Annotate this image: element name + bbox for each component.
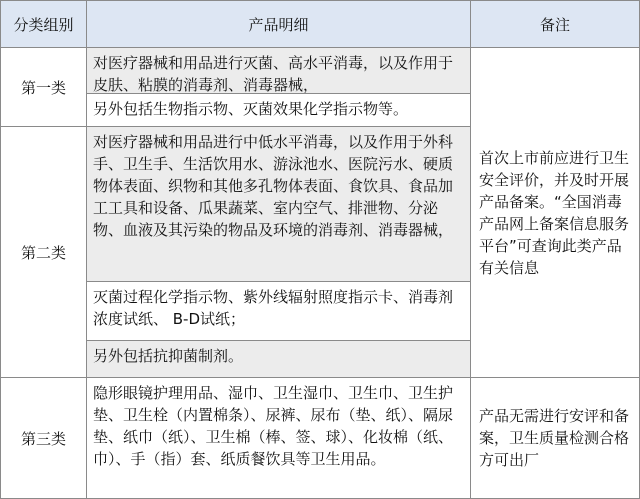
details-class-1-a: 对医疗器械和用品进行灭菌、高水平消毒，以及作用于皮肤、粘膜的消毒剂、消毒器械， — [86, 47, 471, 94]
details-class-1-b: 另外包括生物指示物、灭菌效果化学指示物等。 — [86, 93, 471, 127]
note-class-1-2-text: 首次上市前应进行卫生安全评价，并及时开展产品备案。“全国消毒产品网上备案信息服务平台”可查询此类产品有关信息 — [479, 148, 630, 277]
note-class-3 — [470, 377, 640, 499]
header-details: 产品明细 — [86, 0, 471, 48]
header-notes: 备注 — [470, 0, 640, 48]
details-class-2-a: 对医疗器械和用品进行中低水平消毒，以及作用于外科手、卫生手、生活饮用水、游泳池水、医院污水、硬质物体表面、织物和其他多孔物体表面、食饮具、食品加工工具和设备、瓜果蔬菜、室内空气、排泄物、分泌物、血液及其污染的物品及环境的消毒剂、消毒器械， — [86, 126, 471, 282]
category-class-3: 第三类 — [0, 377, 87, 499]
details-class-2-c: 另外包括抗抑菌制剂。 — [86, 340, 471, 378]
details-class-3: 隐形眼镜护理用品、湿巾、卫生湿巾、卫生巾、卫生护垫、卫生栓（内置棉条）、尿裤、尿布（垫、纸）、隔尿垫、纸巾（纸）、卫生棉（棒、签、球）、化妆棉（纸、巾）、手（指）套、纸质餐饮具等卫生用品。 — [86, 377, 471, 499]
note-class-3-text: 产品无需进行安评和备案，卫生质量检测合格方可出厂 — [479, 407, 630, 469]
header-category: 分类组别 — [0, 0, 87, 48]
note-class-1-2 — [470, 47, 640, 378]
category-class-2: 第二类 — [0, 126, 87, 378]
category-class-1: 第一类 — [0, 47, 87, 127]
details-class-2-b: 灭菌过程化学指示物、紫外线辐射照度指示卡、消毒剂浓度试纸、 B-D试纸； — [86, 281, 471, 341]
